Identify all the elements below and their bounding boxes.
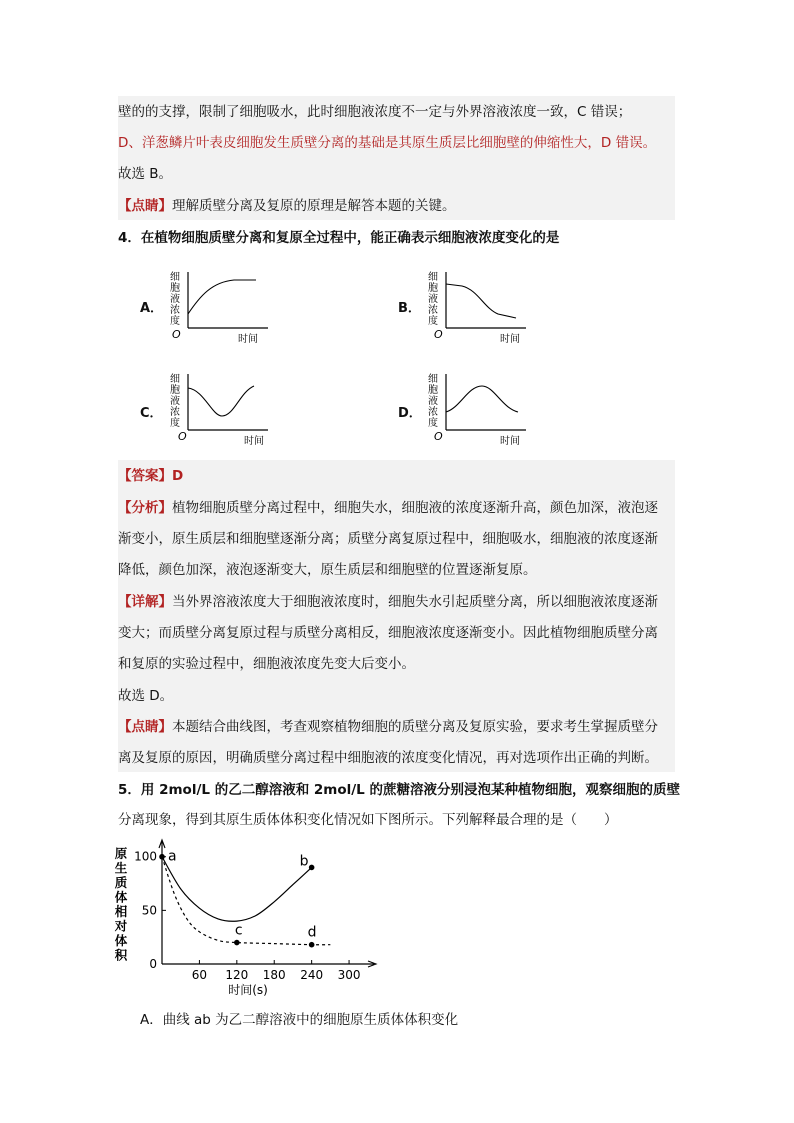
- origin-label: O: [434, 430, 443, 443]
- y-label-char: 原: [114, 846, 128, 861]
- y-axis-char: 液: [428, 396, 438, 407]
- q4-tip-line-1: [118, 717, 658, 737]
- prev-tip-text: 理解质壁分离及复原的原理是解答本题的关键。: [172, 198, 456, 214]
- q4-analysis-line-1: [118, 498, 658, 518]
- point-label-b: b: [299, 853, 309, 870]
- y-label-char: 体: [114, 889, 128, 905]
- y-label-char: 对: [114, 918, 128, 934]
- chart-xlabel: 时间(s): [228, 983, 268, 997]
- q4-detail-line-2: 变大；而质壁分离复原过程与质壁分离相反，细胞液浓度逐渐变小。因此植物细胞质壁分离: [118, 625, 658, 641]
- y-axis-char: 度: [428, 316, 438, 327]
- prev-line-3: 故选 B。: [118, 166, 173, 182]
- q4-detail-text-1: 当外界溶液浓度大于细胞液浓度时，细胞失水引起质壁分离，所以细胞液浓度逐渐: [172, 594, 658, 610]
- y-axis-char: 浓: [170, 407, 180, 418]
- x-axis-label: 时间: [500, 436, 520, 447]
- q4-graph-d: [422, 368, 532, 448]
- y-axis-char: 细: [170, 374, 180, 385]
- q4-option-b-label: B．: [398, 301, 421, 316]
- y-axis-char: 胞: [428, 385, 438, 396]
- series-cd: [162, 857, 330, 945]
- q5-option-a: A．曲线 ab 为乙二醇溶液中的细胞原生质体体积变化: [140, 1012, 459, 1028]
- origin-label: O: [172, 328, 181, 341]
- x-tick-label: 300: [337, 968, 361, 982]
- prev-tip-tag: 【点睛】: [118, 198, 172, 214]
- q4-option-a-label: A．: [140, 301, 164, 316]
- y-axis-char: 浓: [428, 407, 438, 418]
- q4-tip-text-1: 本题结合曲线图，考查观察植物细胞的质壁分离及复原实验，要求考生掌握质壁分: [172, 719, 658, 735]
- x-axis-label: 时间: [238, 334, 258, 345]
- y-axis-char: 胞: [170, 283, 180, 294]
- y-axis-char: 度: [170, 316, 180, 327]
- y-tick-label: 100: [134, 849, 157, 864]
- q4-graph-a: [164, 266, 274, 346]
- q4-option-d-label: D．: [398, 406, 422, 421]
- y-axis-char: 度: [428, 418, 438, 429]
- q4-analysis-text-1: 植物细胞质壁分离过程中，细胞失水，细胞液的浓度逐渐升高，颜色加深，液泡逐: [172, 500, 658, 516]
- q4-option-c-label: C．: [140, 406, 163, 421]
- q4-graph-c: [164, 368, 274, 448]
- x-tick-label: 240: [300, 968, 324, 982]
- y-axis-char: 胞: [428, 283, 438, 294]
- prev-line-1: 壁的的支撑，限制了细胞吸水，此时细胞液浓度不一定与外界溶液浓度一致，C 错误；: [118, 104, 632, 120]
- q4-analysis-line-2: 渐变小，原生质层和细胞壁逐渐分离；质壁分离复原过程中，细胞吸水，细胞液的浓度逐渐: [118, 531, 658, 547]
- q4-answer-value: D: [172, 468, 184, 484]
- y-axis-char: 液: [170, 294, 180, 305]
- y-axis-char: 胞: [170, 385, 180, 396]
- q4-detail-line-1: [118, 592, 658, 612]
- y-axis-char: 细: [428, 374, 438, 385]
- y-label-char: 体: [114, 933, 128, 948]
- x-tick-label: 180: [262, 968, 286, 982]
- y-axis-char: 浓: [428, 305, 438, 316]
- point-b: [309, 865, 315, 871]
- point-label-c: c: [234, 922, 243, 939]
- point-d: [309, 942, 315, 948]
- point-c: [234, 940, 240, 946]
- y-axis-char: 浓: [170, 305, 180, 316]
- q4-graph-b: [422, 266, 532, 346]
- q4-tip-line-2: 离及复原的原因，明确质壁分离过程中细胞液的浓度变化情况，再对选项作出正确的判断。: [118, 750, 658, 766]
- q4-answer-tag: 【答案】: [118, 468, 172, 484]
- y-label-char: 相: [114, 904, 128, 919]
- y-label-char: 积: [114, 947, 128, 963]
- prev-line-2: D、洋葱鳞片叶表皮细胞发生质壁分离的基础是其原生质层比细胞壁的伸缩性大，D 错误。: [118, 135, 657, 151]
- q4-tip-tag: 【点睛】: [118, 719, 172, 735]
- y-label-char: 生: [114, 860, 128, 876]
- q5-stem-line-1: 5．用 2mol/L 的乙二醇溶液和 2mol/L 的蔗糖溶液分别浸泡某种植物细胞，观察细胞的质壁: [118, 782, 680, 798]
- chart-ylabel: [114, 846, 128, 963]
- series-ab: [162, 857, 312, 922]
- y-axis-char: 细: [170, 272, 180, 283]
- x-axis-label: 时间: [500, 334, 520, 345]
- q4-detail-line-3: 和复原的实验过程中，细胞液浓度先变大后变小。: [118, 656, 415, 672]
- q4-stem: 4．在植物细胞质壁分离和复原全过程中，能正确表示细胞液浓度变化的是: [118, 230, 560, 246]
- y-axis-char: 液: [428, 294, 438, 305]
- q4-analysis-tag: 【分析】: [118, 500, 172, 516]
- q4-choose: 故选 D。: [118, 688, 174, 704]
- y-axis-char: 液: [170, 396, 180, 407]
- x-tick-label: 120: [225, 968, 249, 982]
- point-a: [159, 854, 165, 860]
- origin-label: O: [434, 328, 443, 341]
- y-axis-char: 度: [170, 418, 180, 429]
- prev-tip: [118, 196, 456, 216]
- y-label-char: 质: [114, 875, 128, 890]
- q5-stem-line-2: 分离现象，得到其原生质体体积变化情况如下图所示。下列解释最合理的是（ ）: [118, 812, 618, 828]
- q5-chart: [112, 838, 384, 998]
- q4-detail-tag: 【详解】: [118, 594, 172, 610]
- y-axis-char: 细: [428, 272, 438, 283]
- x-tick-label: 60: [191, 968, 208, 982]
- y-tick-label: 50: [141, 903, 157, 918]
- x-axis-label: 时间: [244, 436, 264, 447]
- point-label-a: a: [168, 848, 177, 865]
- point-label-d: d: [307, 924, 317, 941]
- origin-label: O: [178, 430, 187, 443]
- q4-answer: [118, 466, 183, 486]
- y-tick-label: 0: [149, 957, 157, 971]
- q4-analysis-line-3: 降低，颜色加深，液泡逐渐变大，原生质层和细胞壁的位置逐渐复原。: [118, 562, 537, 578]
